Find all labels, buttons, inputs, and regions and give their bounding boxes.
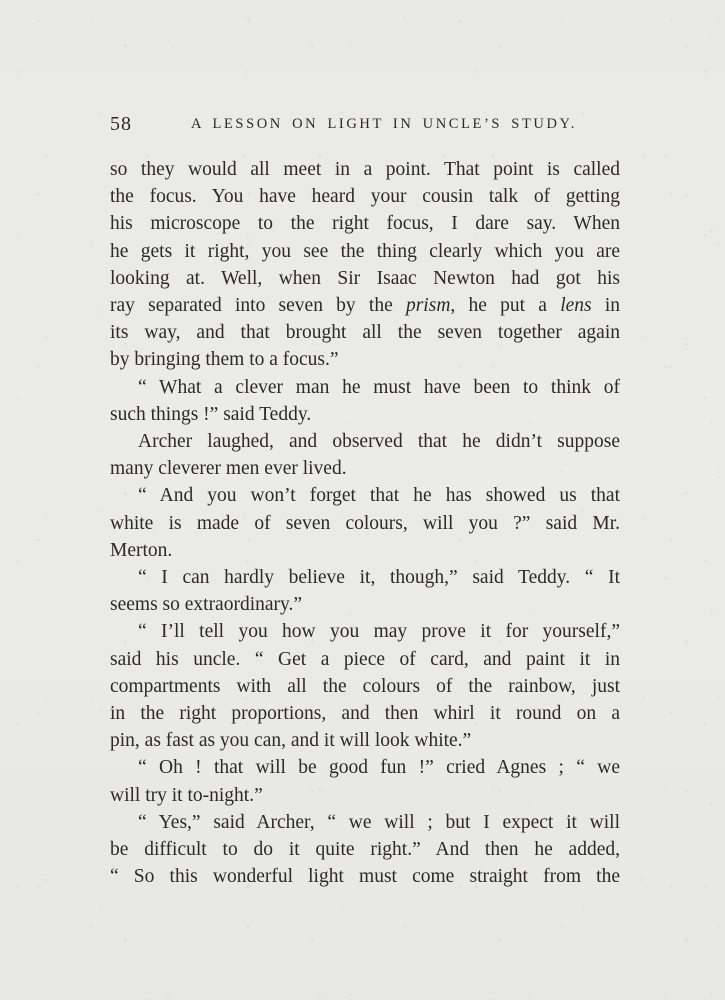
text-line: “ And you won’t forget that he has showed us that	[138, 485, 620, 507]
text-line: “ So this wonderful light must come straight from the	[110, 866, 620, 888]
text-line: Archer laughed, and observed that he didn’t suppose	[138, 431, 620, 453]
running-title: A LESSON ON LIGHT IN UNCLE’S STUDY.	[191, 116, 577, 132]
page-body	[110, 156, 620, 890]
paragraph-3	[110, 428, 620, 482]
text-line: “ Oh ! that will be good fun !” cried Agnes ; “ we	[138, 757, 620, 779]
text-segment: , he put a	[450, 295, 561, 317]
text-line: be difficult to do it quite right.” And then he added,	[110, 839, 620, 861]
text-line: the focus. You have heard your cousin talk of getting	[110, 186, 620, 208]
text-line: seems so extraordinary.”	[110, 594, 303, 616]
text-line: “ Yes,” said Archer, “ we will ; but I expect it will	[138, 811, 620, 833]
paragraph-7	[110, 754, 620, 808]
text-line: in the right proportions, and then whirl it round on a	[110, 703, 620, 725]
text-line: compartments with all the colours of the rainbow, just	[110, 675, 620, 697]
text-line: he gets it right, you see the thing clearly which you are	[110, 240, 620, 262]
text-line: white is made of seven colours, will you ?” said Mr.	[110, 512, 620, 534]
paragraph-2	[110, 374, 620, 428]
text-line: said his uncle. “ Get a piece of card, and paint it in	[110, 648, 620, 670]
text-segment: in	[591, 295, 621, 317]
text-line: “ What a clever man he must have been to think of	[138, 376, 620, 398]
text-line: “ I’ll tell you how you may prove it for yourself,”	[138, 621, 620, 643]
paragraph-8	[110, 809, 620, 891]
text-line: so they would all meet in a point. That point is called	[110, 159, 620, 180]
text-line: by bringing them to a focus.”	[110, 349, 339, 371]
text-line: many cleverer men ever lived.	[110, 458, 347, 480]
paragraph-6	[110, 618, 620, 754]
text-line	[110, 292, 620, 319]
paragraph-5	[110, 564, 620, 618]
paragraph-4	[110, 482, 620, 564]
text-line: looking at. Well, when Sir Isaac Newton had got his	[110, 267, 620, 289]
text-line: its way, and that brought all the seven together again	[110, 322, 620, 344]
text-line: such things !” said Teddy.	[110, 403, 312, 425]
text-line: his microscope to the right focus, I dare say. When	[110, 213, 620, 235]
text-line: will try it to-night.”	[110, 784, 263, 806]
italic-word-lens: lens	[560, 295, 592, 317]
page-number: 58	[110, 113, 132, 135]
text-line: pin, as fast as you can, and it will look white.”	[110, 730, 472, 752]
paragraph-1	[110, 156, 620, 374]
text-line: “ I can hardly believe it, though,” said Teddy. “ It	[138, 567, 620, 589]
text-line: Merton.	[110, 539, 173, 561]
italic-word-prism: prism	[405, 295, 451, 317]
text-segment: ray separated into seven by the	[110, 295, 406, 317]
running-header	[110, 113, 620, 137]
